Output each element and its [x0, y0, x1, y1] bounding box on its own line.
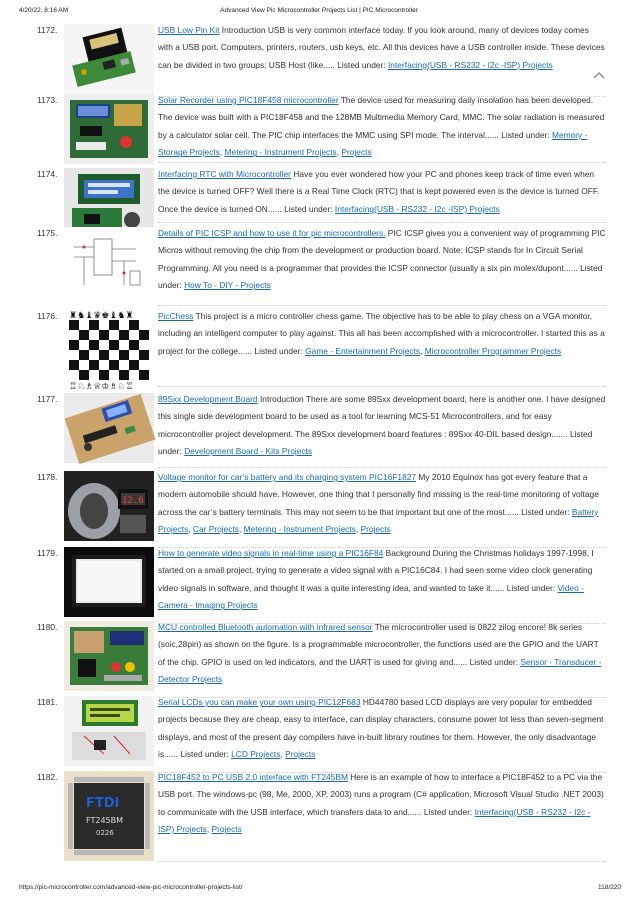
item-text: Voltage monitor for car’s battery and its charging system PIC16F1827 My 2010 Equinox has got every feature that a modern automobile should have. However, one thing that I personally find missing is the real-time monitoring of voltage across the car’s battery terminals. This may not seem to be that important but one of the most...... Listed under: Battery Projects, Car Projects, Metering - Instrument Projects, Projects [158, 472, 599, 535]
category-link[interactable]: Metering - Instrument Projects [224, 147, 337, 158]
category-link[interactable]: Car Projects [192, 524, 239, 535]
ftdi-chip-photo-icon[interactable] [64, 771, 154, 861]
project-description: PIC ICSP gives you a convenient way of programming PIC Micros without removing the chip from the development or production board. Note: ICSP stands for In Circuit Serial Programming. All you need is a programmer that provides the ICSP connector (usually a six pin molex/dupont...... [158, 228, 606, 273]
page-number: 118/220 [597, 884, 621, 891]
listed-under-label: Listed under: [423, 806, 473, 817]
item-text [158, 545, 606, 615]
project-title-link[interactable]: Serial LCDs you can make your own using PIC12F683 [158, 697, 361, 707]
row-divider [158, 222, 606, 223]
category-link[interactable]: Interfacing(USB - RS232 - I2c -ISP) Projects [158, 806, 591, 835]
category-link[interactable]: Metering - Instrument Projects [243, 524, 356, 535]
project-description: Background During the Christmas holidays 1997-1998, I started on a small project, trying to generate a video signal with a PIC16C84. I had seen some video clock generating video signals in software, and thought it was a quite interesting idea, and wanted to take it...... [158, 548, 594, 593]
item-number: 1182. [37, 772, 58, 782]
listed-under-label: Listed under: [337, 59, 386, 70]
item-text: PicChess This project is a micro controller chess game. The objective has to be able to play chess on a VGA monitor, including an intelligent computer to play against. This all has been accomplished with a microcontroller. I started this as a project for the college...... Listed under: Game - Entertainment Projects, Microcontroller Programmer Projects [158, 311, 605, 356]
serial-lcd-photo-icon[interactable] [64, 696, 154, 766]
item-text: Serial LCDs you can make your own using PIC12F683 HD44780 based LCD displays are very popular for embedded projects because they are cheap, easy to interface, can display characters, consume power lot less than seven-segment displays, and most of the present day compilers have in-built library routines for them. However, the only disadvantage is...... Listed under: LCD Projects, Projects [158, 697, 604, 760]
dev-board-photo-icon[interactable] [64, 393, 154, 463]
category-link[interactable]: Interfacing(USB - RS232 - I2c -ISP) Projects [334, 203, 500, 214]
project-title-link[interactable]: How to generate video signals in real-time using a PIC16F84 [158, 548, 384, 558]
project-description: The device used for measuring daily insolation has been developed. The device was built with a PIC18F458 and the 128MB Multimedia Memory Card, MMC. The solar radiation is measured by a calculator solar cell. The PIC chip interfaces the MMC using SPI mode. The interval...... [158, 95, 605, 140]
listed-under-label: Listed under: [158, 262, 603, 291]
item-number: 1181. [37, 697, 58, 707]
project-title-link[interactable]: Solar Recorder using PIC18F458 microcontroller [158, 95, 339, 105]
usb-board-photo-icon[interactable] [64, 24, 154, 94]
listed-under-label: Listed under: [521, 506, 570, 517]
chip-part-text: FT245BM [86, 816, 124, 825]
project-description: This project is a micro controller chess game. The objective has to be able to play chess on a VGA monitor, including an intelligent computer to play against. This all has been accomplished with a microcontroller. I started this as a project for the college...... [158, 311, 605, 356]
project-title-link[interactable]: MCU controlled Bluetooth automation with infrared sensor [158, 622, 373, 632]
item-number: 1180. [37, 622, 58, 632]
listed-under-label: Listed under: [469, 656, 519, 667]
category-link[interactable]: Development Board - Kits Projects [184, 446, 313, 457]
category-link[interactable]: Projects [285, 749, 316, 760]
icsp-schematic-icon[interactable] [64, 227, 154, 297]
svg-text:12.6: 12.6 [122, 496, 144, 506]
svg-text:♖♘♗♕♔♗♘♖: ♖♘♗♕♔♗♘♖ [69, 382, 134, 392]
item-number: 1172. [37, 25, 58, 35]
category-link[interactable]: Battery Projects [158, 506, 599, 535]
item-text [158, 166, 606, 218]
solar-recorder-photo-icon[interactable] [64, 94, 154, 164]
category-link[interactable]: LCD Projects [231, 749, 281, 760]
project-description: Here is an example of how to interface a PIC18F452 to a PC via the USB port. The windows-pc (98, Me, 2000, XP, 2003) runs a program (C# application, Microsoft Visual Studio .NET 2003) to communicate with the USB interface, which transfers data to and...... [158, 772, 604, 817]
car-voltage-photo-icon[interactable] [64, 471, 154, 541]
print-title: Advanced View Pic Microcontroller Projects List | PIC Microcontroller [220, 7, 418, 14]
chess-board-icon[interactable] [64, 310, 154, 392]
category-link[interactable]: Game - Entertainment Projects [305, 345, 421, 356]
print-footer [0, 884, 638, 896]
project-title-link[interactable]: PIC18F452 to PC USB 2.0 interface with FT245BM [158, 772, 348, 782]
listed-under-label: Listed under: [158, 428, 593, 457]
row-divider [158, 305, 606, 306]
item-number: 1174. [37, 169, 58, 179]
row-divider [158, 162, 606, 163]
project-description: The microcontroller used is 0822 zilog encore! 8k series (soic,28pin) as shown on the figure. Is a programmable microcontroller, the functions used are the GPIO and the UART of the chip. GPIO is used on led indicators, and the UART is used for giving and...... [158, 622, 599, 667]
print-url: https://pic-microcontroller.com/advanced-view-pic-microcontroller-projects-list/ [19, 884, 243, 891]
listed-under-label: Listed under: [284, 203, 333, 214]
project-title-link[interactable]: USB Low Pin Kit [158, 25, 220, 35]
item-text [158, 619, 606, 689]
item-number: 1177. [37, 394, 58, 404]
chip-brand-text: FTDI [86, 796, 120, 811]
project-description: My 2010 Equinox has got every feature that a modern automobile should have. However, one thing that I personally find missing is the real-time monitoring of voltage across the car’s battery terminals. This may not seem to be that important but one of the most...... [158, 472, 599, 517]
video-screen-photo-icon[interactable] [64, 547, 154, 617]
item-text [158, 391, 606, 461]
project-description: Introduction USB is very common interface today. If you look around, many of devices today comes with a USB port. Computers, printers, routers, usb keys, etc. All this devices have a USB controller inside. These devices can be divided in two groups: USB Host (like..... [158, 25, 605, 70]
category-link[interactable]: Projects [360, 524, 391, 535]
svg-text:♜♞♝♛♚♝♞♜: ♜♞♝♛♚♝♞♜ [69, 311, 134, 321]
print-header [0, 7, 638, 19]
item-text: Solar Recorder using PIC18F458 microcontroller The device used for measuring daily insolation has been developed. The device was built with a PIC18F458 and the 128MB Multimedia Memory Card, MMC. The solar radiation is measured by a calculator solar cell. The PIC chip interfaces the MMC using SPI mode. The interval...... Listed under: Memory - Storage Projects, Metering - Instrument Projects, Projects [158, 95, 605, 158]
print-date: 4/20/22, 8:16 AM [19, 7, 69, 14]
listed-under-label: Listed under: [254, 345, 303, 356]
row-divider [158, 467, 606, 468]
item-number: 1176. [37, 311, 58, 321]
category-link[interactable]: Projects [211, 824, 242, 835]
project-title-link[interactable]: Voltage monitor for car’s battery and its charging system PIC16F1827 [158, 472, 417, 482]
item-number: 1179. [37, 548, 58, 558]
project-title-link[interactable]: PicChess [158, 311, 194, 321]
project-description: HD44780 based LCD displays are very popular for embedded projects because they are cheap, easy to interface, can display characters, consume power lot less than seven-segment displays, and most of the present day compilers have in-built library routines for them. However, the only disadvantage is...... [158, 697, 604, 760]
category-link[interactable]: Interfacing(USB - RS232 - I2c -ISP) Projects [387, 59, 553, 70]
project-title-link[interactable]: Details of PIC ICSP and how to use it for pic microcontrollers. [158, 228, 386, 238]
category-link[interactable]: Projects [341, 147, 372, 158]
project-description: Introduction There are some 89Sxx development board, here is another one. I have designed this single side development board to be used as a tool for learning MCS-51 Microcontrollers, and for easy microcontroller project development. The 89Sxx development board features : 89Sxx 40-DIL based design....... [158, 394, 606, 439]
item-number: 1178. [37, 472, 58, 482]
item-number: 1175. [37, 228, 58, 238]
chip-code-text: 0226 [96, 829, 114, 837]
item-number: 1173. [37, 95, 58, 105]
category-link[interactable]: How To - DIY - Projects [184, 280, 271, 291]
project-description: Have you ever wondered how your PC and phones keep track of time even when the device is turned OFF? Well there is a Real Time Clock (RTC) that is kept powered even is the device is turned OFF. Once the device is turned ON...... [158, 169, 600, 214]
project-title-link[interactable]: Interfacing RTC with Microcontroller [158, 169, 291, 179]
listed-under-label: Listed under: [501, 129, 550, 140]
category-link[interactable]: Memory - Storage Projects [158, 129, 588, 158]
item-text [158, 225, 606, 295]
item-text [158, 22, 606, 74]
row-divider [158, 861, 606, 862]
listed-under-label: Listed under: [180, 749, 229, 760]
row-divider [158, 386, 606, 387]
category-link[interactable]: Video - Camera - Imaging Projects [158, 582, 584, 611]
project-title-link[interactable]: 89Sxx Development Board [158, 394, 258, 404]
category-link[interactable]: Microcontroller Programmer Projects [424, 345, 562, 356]
bluetooth-board-photo-icon[interactable] [64, 621, 154, 691]
category-link[interactable]: Sensor - Transducer - Detector Projects [158, 656, 602, 685]
item-text: PIC18F452 to PC USB 2.0 interface with FT245BM Here is an example of how to interface a PIC18F452 to a PC via the USB port. The windows-pc (98, Me, 2000, XP, 2003) runs a program (C# application, Microsoft Visual Studio .NET 2003) to communicate with the USB interface, which transfers data to and...... Listed under: Interfacing(USB - RS232 - I2c -ISP) Projects, Projects [158, 772, 604, 835]
listed-under-label: Listed under: [506, 582, 556, 593]
